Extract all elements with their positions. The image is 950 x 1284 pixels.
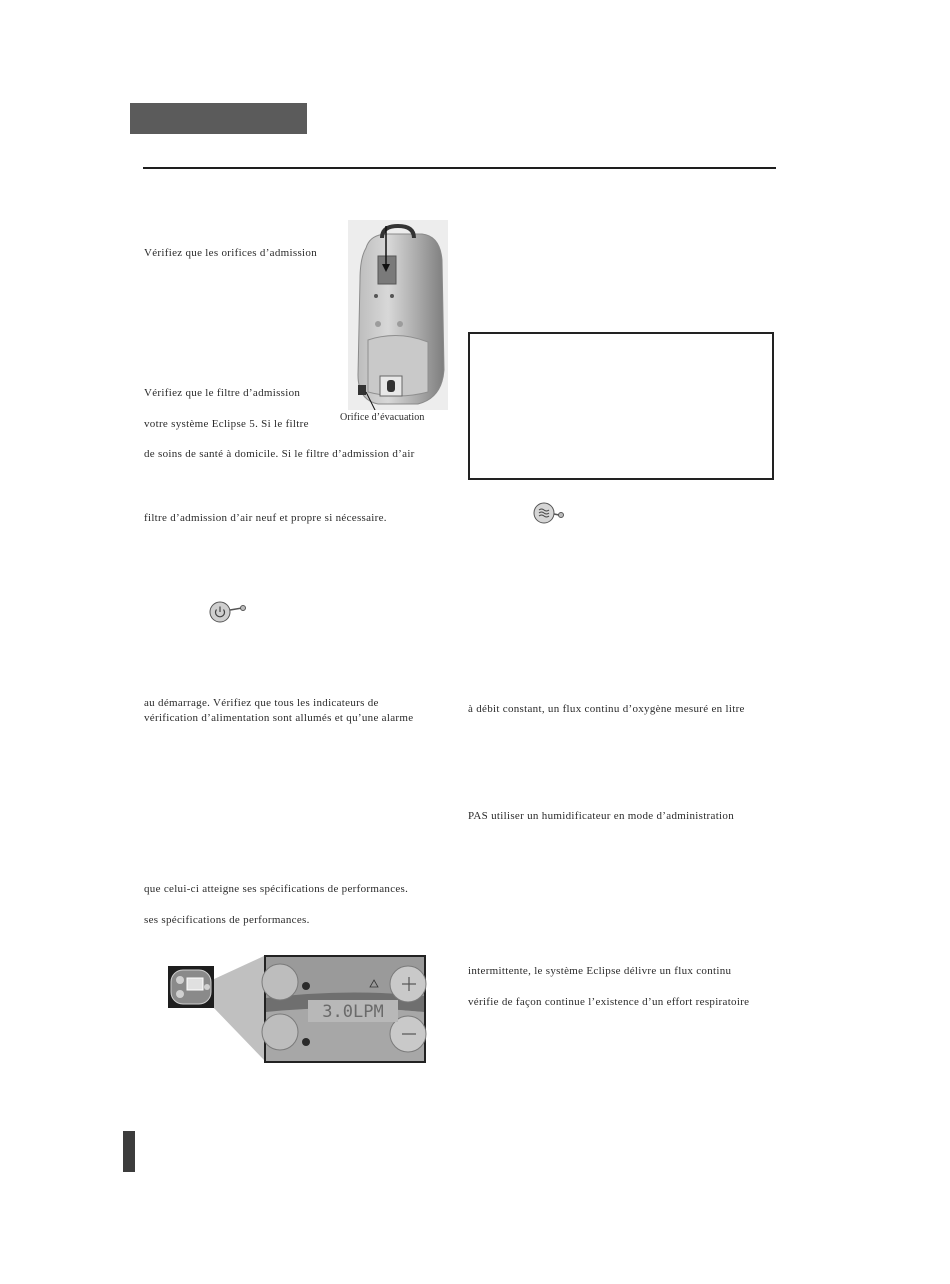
power-button-icon [208,600,248,624]
right-text-line: PAS utiliser un humidificateur en mode d’administration [468,810,735,822]
left-text-line: ses spécifications de performances. [144,914,310,926]
device-rear-figure [348,220,448,410]
panel-display-text: 3.0LPM [322,1002,384,1022]
info-box [468,332,774,480]
control-panel-figure [160,950,432,1066]
header-rule [143,167,776,169]
left-text-line: vérification d’alimentation sont allumés et qu’une alarme [144,712,414,724]
left-text-line: que celui-ci atteigne ses spécifications de performances. [144,883,409,895]
page-side-marker [123,1131,135,1172]
figure-caption: Orifice d’évacuation [340,412,425,423]
left-text-line: filtre d’admission d’air neuf et propre si nécessaire. [144,512,387,524]
right-text-line: vérifie de façon continue l’existence d’un effort respiratoire [468,996,750,1008]
flow-mode-button-icon [532,501,568,525]
left-text-line: Vérifiez que les orifices d’admission [144,247,317,259]
left-text-line: Vérifiez que le filtre d’admission [144,387,301,399]
section-header-bar [130,103,307,134]
left-text-line: votre système Eclipse 5. Si le filtre [144,418,309,430]
left-text-line: de soins de santé à domicile. Si le filtre d’admission d’air [144,448,415,460]
right-text-line: intermittente, le système Eclipse délivre un flux continu [468,965,732,977]
left-text-line: au démarrage. Vérifiez que tous les indicateurs de [144,697,379,709]
right-text-line: à débit constant, un flux continu d’oxygène mesuré en litre [468,703,745,715]
